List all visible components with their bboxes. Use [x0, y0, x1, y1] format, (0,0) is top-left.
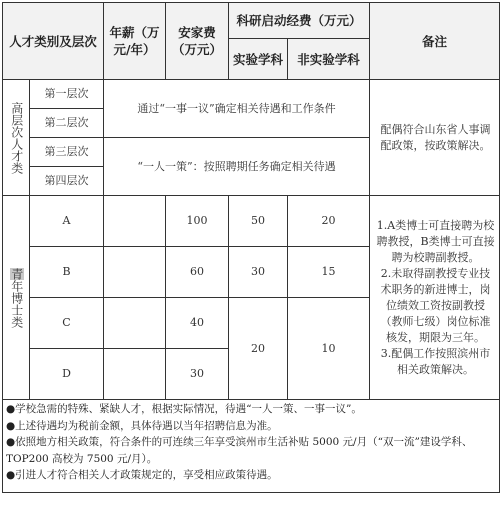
grade-c: C — [30, 298, 104, 349]
header-salary: 年薪（万元/年） — [104, 3, 166, 80]
doctor-remarks — [370, 196, 500, 400]
header-row-1 — [3, 3, 500, 39]
non-experimental-a: 20 — [288, 196, 370, 247]
level-4: 第四层次 — [30, 167, 104, 196]
doctor-remark-1: 1.A类博士可直接聘为校聘教授，B类博士可直接聘为校聘副教授。 — [376, 218, 495, 264]
non-experimental-b: 15 — [288, 247, 370, 298]
header-experimental: 实验学科 — [229, 39, 288, 80]
doctor-remark-2: 2.未取得副教授专业技术职务的新进博士，岗位绩效工资按副教授（教师七级）岗位标准核发，期限为三年。 — [380, 266, 491, 344]
level-2: 第二层次 — [30, 109, 104, 138]
grade-d: D — [30, 349, 104, 400]
salary-b — [104, 247, 166, 298]
doctor-category-highlight: 青 — [9, 267, 24, 280]
grade-b: B — [30, 247, 104, 298]
talent-policy-table — [2, 2, 500, 493]
header-research-funding: 科研启动经费（万元） — [229, 3, 370, 39]
header-non-experimental: 非实验学科 — [288, 39, 370, 80]
level-1: 第一层次 — [30, 80, 104, 109]
housing-d: 30 — [166, 349, 229, 400]
doctor-category — [8, 268, 24, 328]
housing-c: 40 — [166, 298, 229, 349]
salary-a — [104, 196, 166, 247]
notes-row — [3, 400, 500, 493]
salary-d — [104, 349, 166, 400]
high-level-row-1 — [3, 80, 500, 109]
doctor-row-a — [3, 196, 500, 247]
note-1: ●学校急需的特殊、紧缺人才，根据实际情况，待遇“一人一策、一事一议”。 — [6, 403, 362, 415]
housing-b: 60 — [166, 247, 229, 298]
experimental-a: 50 — [229, 196, 288, 247]
levels-1-2-policy: 通过“一事一议”确定相关待遇和工作条件 — [104, 80, 370, 138]
salary-c — [104, 298, 166, 349]
levels-3-4-policy: “一人一策”：按照聘期任务确定相关待遇 — [104, 138, 370, 196]
note-4: ●引进人才符合相关人才政策规定的，享受相应政策待遇。 — [6, 469, 278, 481]
notes-cell — [3, 400, 500, 493]
note-2: ●上述待遇均为税前金额，具体待遇以当年招聘信息为准。 — [6, 419, 278, 432]
high-level-category-cell — [3, 80, 30, 196]
doctor-category-rest: 年博士类 — [9, 279, 24, 328]
note-3: ●依照地方相关政策，符合条件的可连续三年享受滨州市生活补贴 5000 元/月（“双一流”建设学科、TOP200 高校为 7500 元/月）。 — [6, 436, 473, 465]
header-category: 人才类别及层次 — [3, 3, 104, 80]
experimental-b: 30 — [229, 247, 288, 298]
doctor-category-cell — [3, 196, 30, 400]
housing-a: 100 — [166, 196, 229, 247]
experimental-cd: 20 — [229, 298, 288, 400]
level-3: 第三层次 — [30, 138, 104, 167]
grade-a: A — [30, 196, 104, 247]
non-experimental-cd: 10 — [288, 298, 370, 400]
header-remarks: 备注 — [370, 3, 500, 80]
doctor-remark-3: 3.配偶工作按照滨州市相关政策解决。 — [380, 346, 491, 376]
high-level-category: 高层次人才类 — [9, 101, 24, 174]
header-housing: 安家费（万元） — [166, 3, 229, 80]
high-level-remark: 配偶符合山东省人事调配政策，按政策解决。 — [370, 80, 500, 196]
